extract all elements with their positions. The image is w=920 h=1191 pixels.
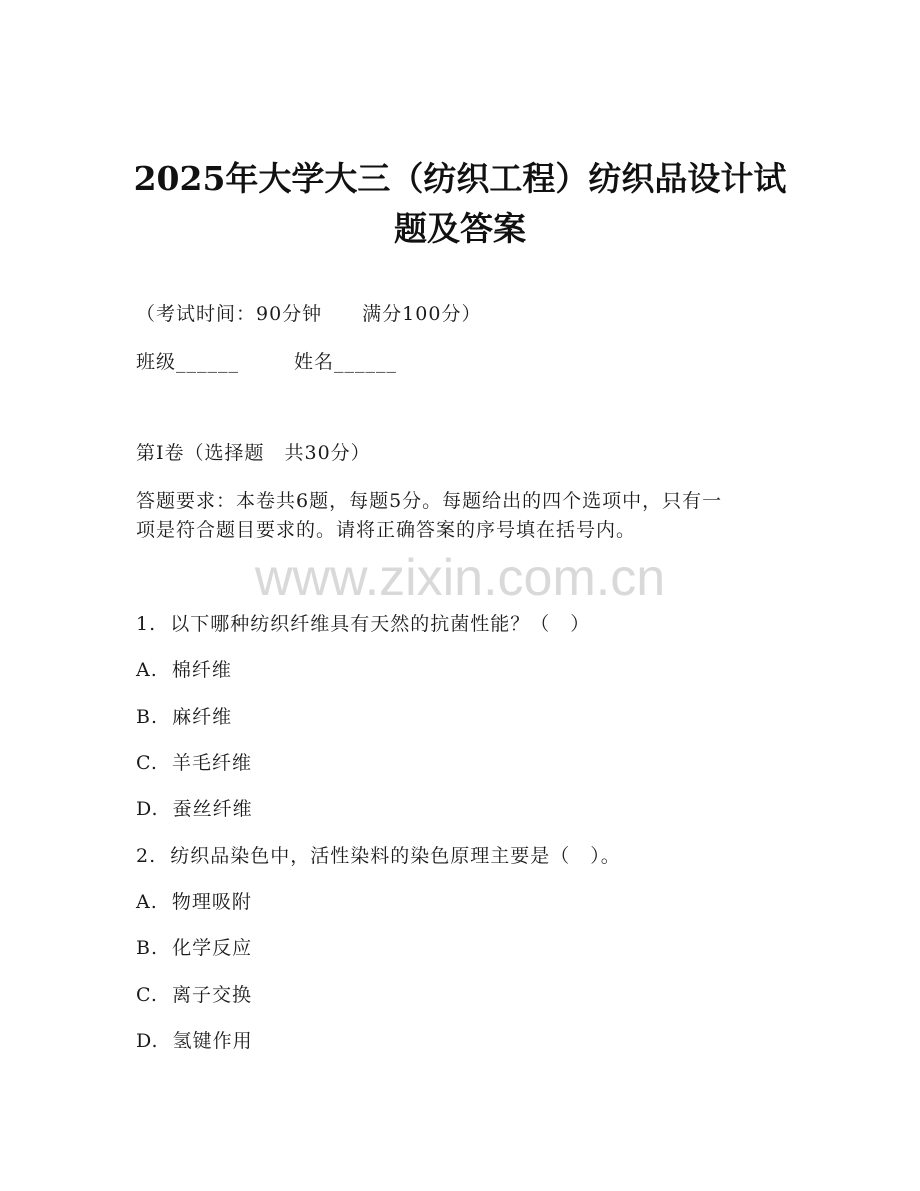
- section-header: 第I卷（选择题 共30分）: [136, 442, 371, 464]
- class-field: 班级______: [136, 351, 240, 373]
- question-1-stem: 1. 以下哪种纺织纤维具有天然的抗菌性能？（ ）: [136, 613, 591, 635]
- instructions-line-2: 项是符合题目要求的。请将正确答案的序号填在括号内。: [136, 519, 637, 541]
- question-2-option-b: B. 化学反应: [136, 937, 253, 959]
- instructions-line-1: 答题要求：本卷共6题，每题5分。每题给出的四个选项中，只有一: [136, 490, 723, 512]
- question-2-option-a: A. 物理吸附: [136, 891, 252, 913]
- question-2-stem: 2. 纺织品染色中，活性染料的染色原理主要是（ ）。: [136, 845, 621, 867]
- question-1-option-d: D. 蚕丝纤维: [136, 798, 253, 820]
- question-1-option-c: C. 羊毛纤维: [136, 752, 252, 774]
- question-2-option-c: C. 离子交换: [136, 984, 252, 1006]
- title-line-1: 2025年大学大三（纺织工程）纺织品设计试: [133, 159, 787, 198]
- document-title: [100, 154, 820, 254]
- question-2-option-d: D. 氢键作用: [136, 1030, 253, 1052]
- watermark: www.zixin.com.cn: [254, 549, 666, 607]
- question-1-option-a: A. 棉纤维: [136, 659, 232, 681]
- exam-info: （考试时间：90分钟 满分100分）: [136, 303, 482, 325]
- name-field: 姓名______: [294, 351, 398, 373]
- question-1-option-b: B. 麻纤维: [136, 706, 233, 728]
- title-line-2: 题及答案: [394, 209, 526, 248]
